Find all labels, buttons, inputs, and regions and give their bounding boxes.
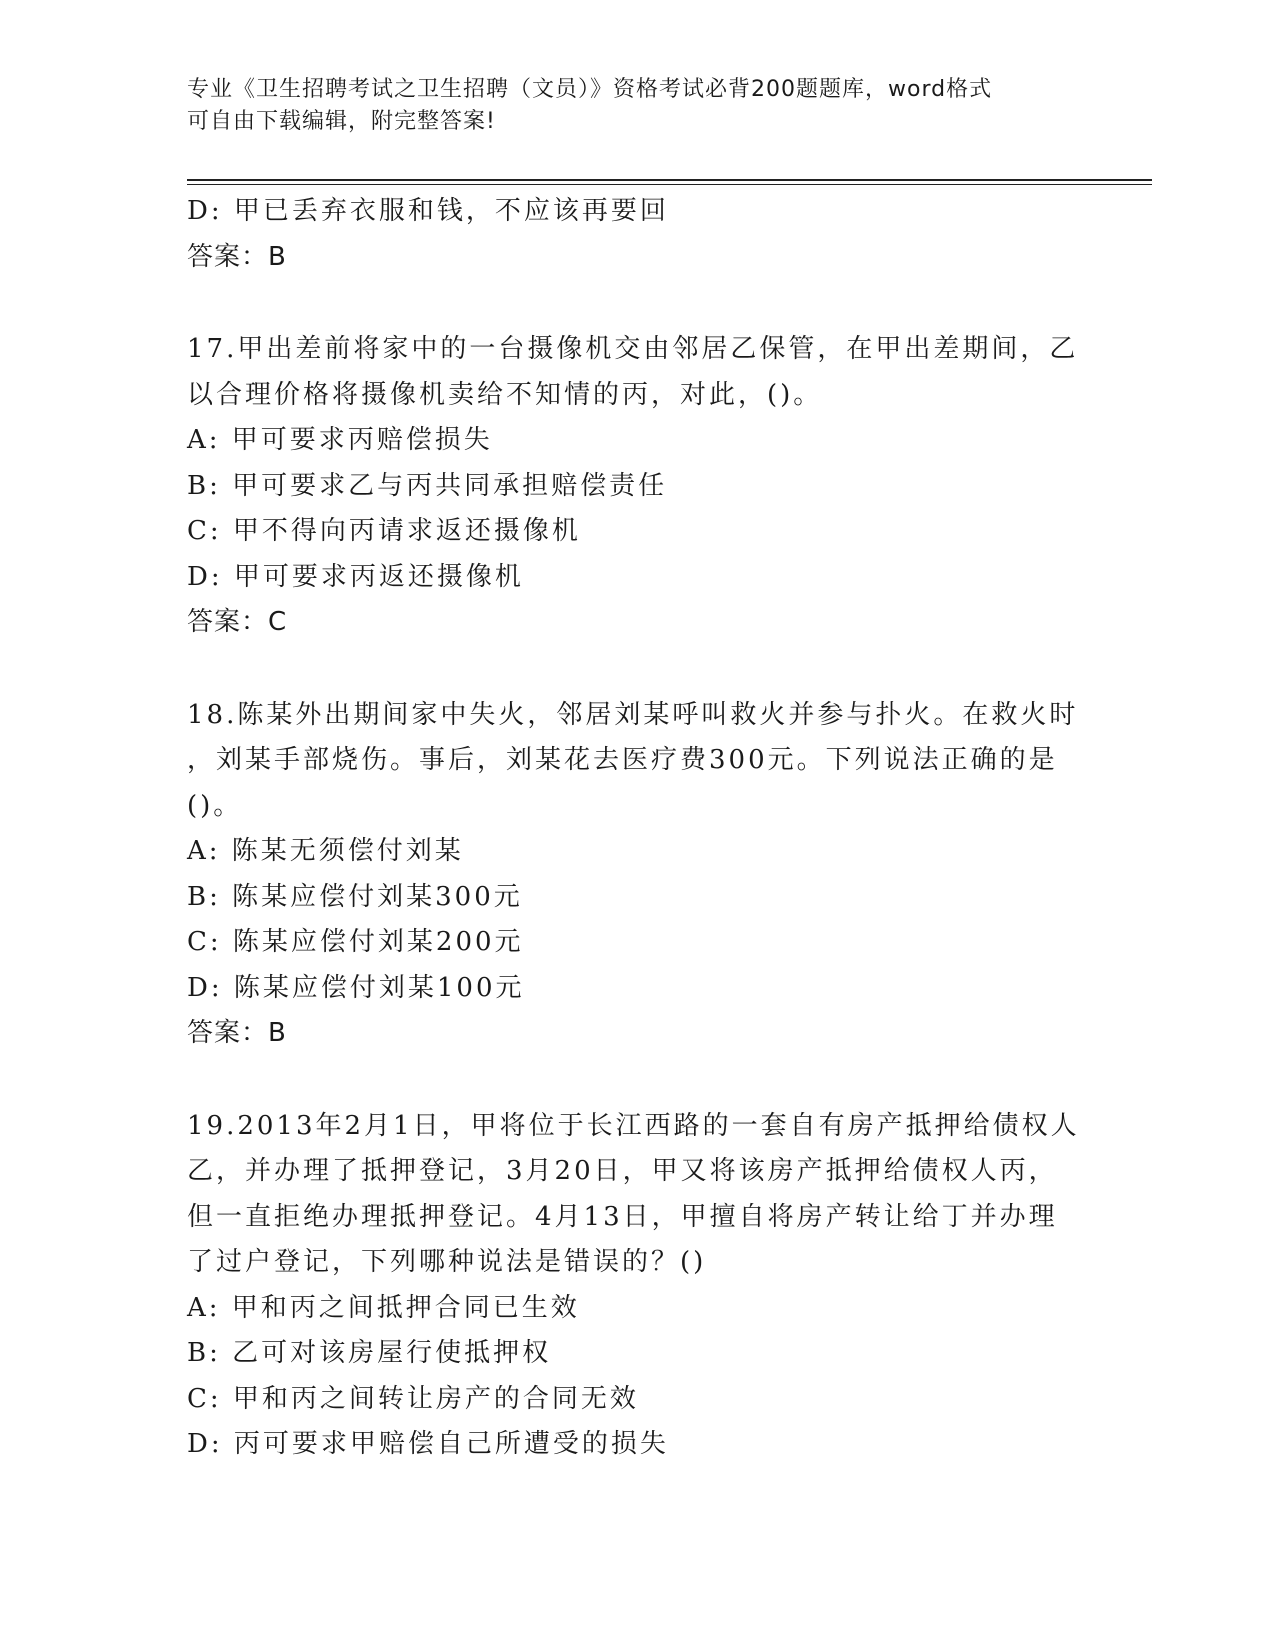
q17-option-b: B: 甲可要求乙与丙共同承担赔偿责任 (187, 470, 668, 501)
question-18 (187, 693, 1087, 1057)
q19-option-a: A: 甲和丙之间抵押合同已生效 (187, 1292, 580, 1323)
spacer (187, 1057, 1087, 1104)
q16-option-d: D: 甲已丢弃衣服和钱，不应该再要回 (187, 196, 669, 226)
q17-option-d: D: 甲可要求丙返还摄像机 (187, 561, 524, 592)
q19-option-b: B: 乙可对该房屋行使抵押权 (187, 1338, 552, 1368)
header-line-1: 专业《卫生招聘考试之卫生招聘（文员）》资格考试必背200题题库，word格式 (187, 77, 993, 102)
q19-option-d: D: 丙可要求甲赔偿自己所遭受的损失 (187, 1429, 669, 1459)
q17-option-c: C: 甲不得向丙请求返还摄像机 (187, 516, 581, 546)
q18-answer: 答案：B (187, 1018, 287, 1048)
spacer (187, 646, 1087, 693)
q19-stem-line-3: 但一直拒绝办理抵押登记。4月13日，甲擅自将房产转让给丁并办理 (187, 1201, 1058, 1232)
q19-stem-line-1: 19.2013年2月1日，甲将位于长江西路的一套自有房产抵押给债权人 (187, 1110, 1080, 1141)
q17-option-a: A: 甲可要求丙赔偿损失 (187, 425, 493, 455)
q17-answer: 答案：C (187, 607, 288, 637)
q18-stem-line-3: ()。 (187, 790, 243, 821)
q17-stem-line-1: 17.甲出差前将家中的一台摄像机交由邻居乙保管，在甲出差期间，乙 (187, 334, 1079, 364)
q18-option-b: B: 陈某应偿付刘某300元 (187, 881, 523, 912)
q18-option-a: A: 陈某无须偿付刘某 (187, 836, 464, 866)
q19-option-c: C: 甲和丙之间转让房产的合同无效 (187, 1383, 639, 1414)
header-rule-thick (187, 179, 1152, 181)
question-17 (187, 327, 1087, 646)
q18-option-c: C: 陈某应偿付刘某200元 (187, 927, 524, 957)
question-19 (187, 1104, 1087, 1468)
document-body (187, 189, 1087, 1468)
q18-stem-line-2: ，刘某手部烧伤。事后，刘某花去医疗费300元。下列说法正确的是 (187, 745, 1058, 775)
q18-stem-line-1: 18.陈某外出期间家中失火，邻居刘某呼叫救火并参与扑火。在救火时 (187, 699, 1079, 730)
header-line-2: 可自由下载编辑，附完整答案! (187, 109, 496, 134)
spacer (187, 280, 1087, 327)
q17-stem-line-2: 以合理价格将摄像机卖给不知情的丙，对此，()。 (187, 379, 823, 410)
q19-stem-line-4: 了过户登记，下列哪种说法是错误的？() (187, 1247, 707, 1277)
q16-answer: 答案：B (187, 241, 287, 272)
question-16-tail (187, 189, 1087, 280)
page-header (187, 74, 1087, 138)
q19-stem-line-2: 乙，并办理了抵押登记，3月20日，甲又将该房产抵押给债权人丙， (187, 1156, 1058, 1186)
q18-option-d: D: 陈某应偿付刘某100元 (187, 972, 525, 1003)
header-rule-thin (187, 184, 1152, 185)
